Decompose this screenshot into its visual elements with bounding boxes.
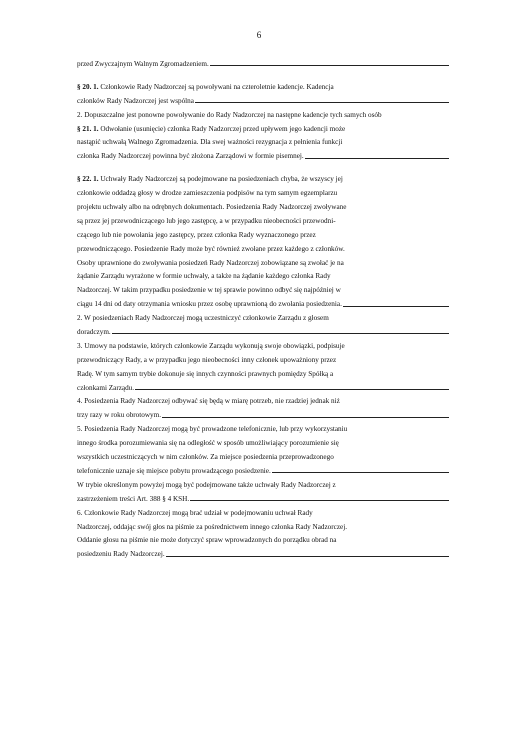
text-line bbox=[77, 173, 449, 187]
text-line bbox=[77, 507, 449, 521]
text-line bbox=[77, 257, 449, 271]
line-text: innego środka porozumiewania się na odległość w sposób umożliwiający porozumienie się bbox=[77, 439, 339, 448]
line-text: 2. Dopuszczalne jest ponowne powoływanie do Rady Nadzorczej na następne kadencje tych samych osób bbox=[77, 110, 382, 119]
text-line bbox=[77, 201, 449, 215]
line-text: 3. Umowy na podstawie, których członkowie Zarządu wykonują swoje obowiązki, podpisuje bbox=[77, 341, 345, 350]
line-text: członka Rady Nadzorczej powinna być złożona Zarządowi w formie pisemnej. bbox=[77, 152, 304, 161]
section-marker: § 22. 1. bbox=[77, 175, 99, 184]
section-marker: § 20. 1. bbox=[77, 82, 99, 91]
fill-rule-line bbox=[166, 556, 449, 557]
text-line bbox=[77, 298, 449, 312]
line-text: Nadzorczej, oddając swój głos na piśmie za pośrednictwem innego członka Rady Nadzorczej. bbox=[77, 522, 348, 531]
text-line bbox=[77, 354, 449, 368]
text-line bbox=[77, 368, 449, 382]
line-text: ciągu 14 dni od daty otrzymania wniosku przez osobę uprawnioną do zwołania posiedzenia. bbox=[77, 300, 342, 309]
text-line bbox=[77, 58, 449, 72]
page-number: 6 bbox=[256, 30, 262, 40]
line-text: § 20. 1. Członkowie Rady Nadzorczej są powoływani na czteroletnie kadencje. Kadencja bbox=[77, 82, 334, 91]
text-line bbox=[77, 123, 449, 137]
text-line bbox=[77, 521, 449, 535]
line-text: W trybie określonym powyżej mogą być podejmowane także uchwały Rady Nadzorczej z bbox=[77, 480, 336, 489]
line-text: członkowie oddadzą głosy w drodze zamieszczenia podpisów na tym samym egzemplarzu bbox=[77, 189, 338, 198]
fill-rule-line bbox=[195, 102, 449, 103]
line-text: telefonicznie uznaje się miejsce pobytu prowadzącego posiedzenie. bbox=[77, 466, 271, 475]
fill-rule-line bbox=[135, 389, 449, 390]
line-text: przewodniczący Rady, a w przypadku jego nieobecności inny członek upoważniony przez bbox=[77, 355, 337, 364]
text-line bbox=[77, 187, 449, 201]
line-text: żądanie Zarządu wyrażone w formie uchwały, a także na żądanie każdego członka Rady bbox=[77, 272, 331, 281]
line-text: 6. Członkowie Rady Nadzorczej mogą brać udział w podejmowaniu uchwał Rady bbox=[77, 508, 313, 517]
text-line bbox=[77, 81, 449, 95]
text-line bbox=[77, 95, 449, 109]
text-line bbox=[77, 409, 449, 423]
line-text: wszystkich uczestniczących w nim członków. Za miejsce posiedzenia przeprowadzonego bbox=[77, 453, 334, 462]
text-line bbox=[77, 150, 449, 164]
line-text: § 21. 1. Odwołanie (usunięcie) członka Rady Nadzorczej przed upływem jego kadencji może bbox=[77, 124, 346, 133]
paragraph-gap bbox=[77, 164, 449, 173]
line-text: są przez jej przewodniczącego lub jego zastępcę, a w przypadku nieobecności przewodni- bbox=[77, 216, 336, 225]
fill-rule-line bbox=[162, 417, 449, 418]
text-line bbox=[77, 136, 449, 150]
line-text: członkami Zarządu. bbox=[77, 383, 135, 392]
line-text: 4. Posiedzenia Rady Nadzorczej odbywać się będą w miarę potrzeb, nie rzadziej jednak niż bbox=[77, 397, 340, 406]
text-line bbox=[77, 243, 449, 257]
text-line bbox=[77, 465, 449, 479]
text-line bbox=[77, 284, 449, 298]
text-line bbox=[77, 326, 449, 340]
line-text: nastąpić uchwałą Walnego Zgromadzenia. Dla swej ważności rezygnacja z pełnienia funkcji bbox=[77, 138, 343, 147]
text-line bbox=[77, 215, 449, 229]
line-text: projektu uchwały albo na odrębnych dokumentach. Posiedzenia Rady Nadzorczej zwoływane bbox=[77, 203, 347, 212]
line-text: trzy razy w roku obrotowym. bbox=[77, 411, 162, 420]
paragraph-gap bbox=[77, 72, 449, 81]
text-line bbox=[77, 534, 449, 548]
line-text: zastrzeżeniem treści Art. 388 § 4 KSH. bbox=[77, 494, 190, 503]
text-line bbox=[77, 109, 449, 123]
line-text: Radę. W tym samym trybie dokonuje się innych czynności prawnych pomiędzy Spółką a bbox=[77, 369, 334, 378]
line-text: członków Rady Nadzorczej jest wspólna bbox=[77, 96, 194, 105]
text-line bbox=[77, 395, 449, 409]
text-line bbox=[77, 270, 449, 284]
line-text: przed Zwyczajnym Walnym Zgromadzeniem. bbox=[77, 60, 209, 68]
text-line bbox=[77, 312, 449, 326]
line-text: posiedzeniu Rady Nadzorczej. bbox=[77, 550, 165, 559]
text-line bbox=[77, 340, 449, 354]
fill-rule-line bbox=[305, 158, 449, 159]
document-body bbox=[77, 58, 449, 562]
text-line bbox=[77, 382, 449, 396]
line-text: § 22. 1. Uchwały Rady Nadzorczej są podejmowane na posiedzeniach chyba, że wszyscy jej bbox=[77, 175, 343, 184]
section-marker: § 21. 1. bbox=[77, 124, 99, 133]
line-text: doradczym. bbox=[77, 328, 111, 337]
text-line bbox=[77, 229, 449, 243]
line-text: 2. W posiedzeniach Rady Nadzorczej mogą uczestniczyć członkowie Zarządu z głosem bbox=[77, 314, 329, 323]
text-line bbox=[77, 493, 449, 507]
fill-rule-line bbox=[272, 472, 449, 473]
line-text: czącego lub nie powołania jego zastępcy, przez członka Rady wyznaczonego przez bbox=[77, 230, 316, 239]
text-line bbox=[77, 548, 449, 562]
fill-rule-line bbox=[210, 65, 449, 66]
fill-rule-line bbox=[112, 333, 449, 334]
line-text: przewodniczącego. Posiedzenie Rady może być również zwołane przez każdego z członków. bbox=[77, 244, 345, 253]
line-text: Oddanie głosu na piśmie nie może dotyczyć spraw wprowadzonych do porządku obrad na bbox=[77, 536, 337, 545]
text-line bbox=[77, 423, 449, 437]
fill-rule-line bbox=[343, 306, 449, 307]
fill-rule-line bbox=[190, 500, 449, 501]
line-text: 5. Posiedzenia Rady Nadzorczej mogą być prowadzone telefonicznie, lub przy wykorzystaniu bbox=[77, 425, 348, 434]
text-line bbox=[77, 451, 449, 465]
text-line bbox=[77, 437, 449, 451]
line-text: Osoby uprawnione do zwoływania posiedzeń Rady Nadzorczej zobowiązane są zwołać je na bbox=[77, 258, 344, 267]
line-text: Nadzorczej. W takim przypadku posiedzenie w tej sprawie powinno odbyć się najpóźniej w bbox=[77, 286, 341, 295]
text-line bbox=[77, 479, 449, 493]
